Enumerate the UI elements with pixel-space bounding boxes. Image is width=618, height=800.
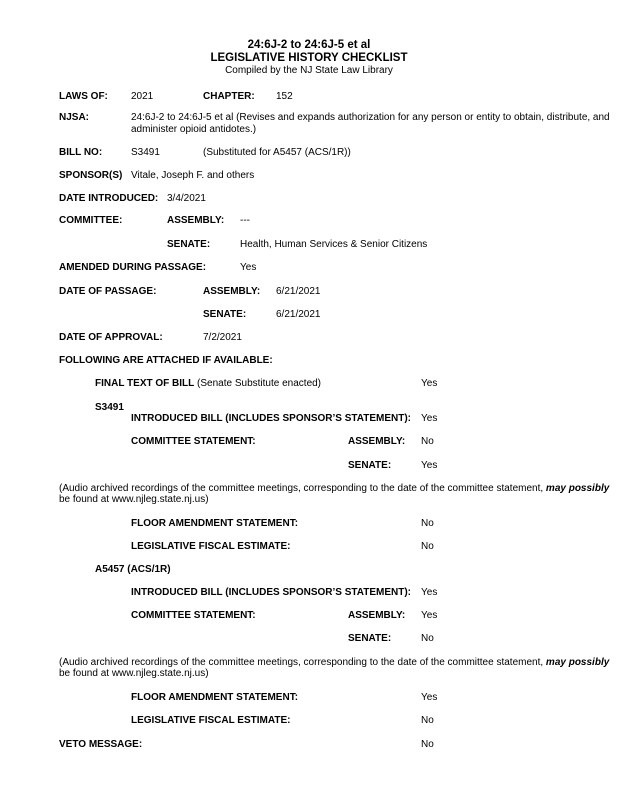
a5457-introduced-value: Yes — [421, 587, 438, 598]
a5457-senate-label: SENATE: — [348, 633, 392, 644]
amended-value: Yes — [240, 262, 257, 273]
audio-note-emphasis: may possibly — [545, 657, 610, 668]
njsa-description-line2: administer opioid antidotes.) — [131, 124, 257, 135]
bill-no-value: S3491 — [131, 147, 160, 158]
a5457-introduced-label: INTRODUCED BILL (INCLUDES SPONSOR’S STATEMENT): — [131, 587, 411, 598]
veto-value: No — [421, 739, 434, 750]
a5457-assembly-value: Yes — [421, 610, 438, 621]
committee-assembly-label: ASSEMBLY: — [167, 215, 225, 226]
a5457-floor-value: Yes — [421, 692, 438, 703]
attached-heading: FOLLOWING ARE ATTACHED IF AVAILABLE: — [59, 355, 273, 366]
sponsors-value: Vitale, Joseph F. and others — [131, 170, 255, 181]
s3491-floor-value: No — [421, 518, 434, 529]
a5457-fiscal-value: No — [421, 715, 434, 726]
amended-label: AMENDED DURING PASSAGE: — [59, 262, 207, 273]
s3491-label: S3491 — [95, 402, 124, 413]
s3491-assembly-value: No — [421, 436, 434, 447]
final-text-note: (Senate Substitute enacted) — [197, 378, 322, 389]
a5457-label: A5457 (ACS/1R) — [95, 564, 171, 575]
checklist-title: LEGISLATIVE HISTORY CHECKLIST — [210, 52, 408, 64]
date-of-passage-label: DATE OF PASSAGE: — [59, 286, 157, 297]
njsa-description-line1: 24:6J-2 to 24:6J-5 et al (Revises and expands authorization for any person or entity to obtain, distribute, and — [131, 112, 610, 123]
veto-label: VETO MESSAGE: — [59, 739, 143, 750]
date-introduced-value: 3/4/2021 — [167, 193, 206, 204]
s3491-assembly-label: ASSEMBLY: — [348, 436, 406, 447]
audio-note-text: (Audio archived recordings of the committee meetings, corresponding to the date of the committee statement, — [59, 483, 546, 494]
compiled-by: Compiled by the NJ State Law Library — [225, 65, 393, 76]
chapter-value: 152 — [276, 91, 293, 102]
audio-note-line2: be found at www.njleg.state.nj.us) — [59, 494, 209, 505]
date-of-approval-label: DATE OF APPROVAL: — [59, 332, 163, 343]
a5457-assembly-label: ASSEMBLY: — [348, 610, 406, 621]
njsa-label: NJSA: — [59, 112, 90, 123]
bill-no-label: BILL NO: — [59, 147, 103, 158]
chapter-label: CHAPTER: — [203, 91, 255, 102]
s3491-introduced-value: Yes — [421, 413, 438, 424]
passage-assembly-label: ASSEMBLY: — [203, 286, 261, 297]
a5457-floor-label: FLOOR AMENDMENT STATEMENT: — [131, 692, 299, 703]
a5457-senate-value: No — [421, 633, 434, 644]
s3491-fiscal-value: No — [421, 541, 434, 552]
committee-senate-label: SENATE: — [167, 239, 211, 250]
bill-no-substitution: (Substituted for A5457 (ACS/1R)) — [203, 147, 351, 158]
s3491-senate-label: SENATE: — [348, 460, 392, 471]
final-text-value: Yes — [421, 378, 438, 389]
sponsors-label: SPONSOR(S) — [59, 170, 123, 181]
a5457-committee-label: COMMITTEE STATEMENT: — [131, 610, 256, 621]
laws-of-label: LAWS OF: — [59, 91, 108, 102]
s3491-fiscal-label: LEGISLATIVE FISCAL ESTIMATE: — [131, 541, 291, 552]
audio-note-text: (Audio archived recordings of the committee meetings, corresponding to the date of the committee statement, — [59, 657, 546, 668]
committee-label: COMMITTEE: — [59, 215, 123, 226]
date-introduced-label: DATE INTRODUCED: — [59, 193, 159, 204]
laws-of-value: 2021 — [131, 91, 154, 102]
date-of-approval-value: 7/2/2021 — [203, 332, 242, 343]
passage-assembly-value: 6/21/2021 — [276, 286, 321, 297]
s3491-floor-label: FLOOR AMENDMENT STATEMENT: — [131, 518, 299, 529]
a5457-fiscal-label: LEGISLATIVE FISCAL ESTIMATE: — [131, 715, 291, 726]
audio-note-line2: be found at www.njleg.state.nj.us) — [59, 668, 209, 679]
s3491-introduced-label: INTRODUCED BILL (INCLUDES SPONSOR’S STATEMENT): — [131, 413, 411, 424]
audio-note-emphasis: may possibly — [545, 483, 610, 494]
s3491-committee-label: COMMITTEE STATEMENT: — [131, 436, 256, 447]
final-text-label: FINAL TEXT OF BILL — [95, 378, 195, 389]
final-text-row — [95, 378, 321, 390]
committee-senate-value: Health, Human Services & Senior Citizens — [240, 239, 428, 250]
committee-assembly-value: --- — [240, 215, 250, 226]
passage-senate-label: SENATE: — [203, 309, 247, 320]
document-title: 24:6J-2 to 24:6J-5 et al — [247, 39, 371, 51]
passage-senate-value: 6/21/2021 — [276, 309, 321, 320]
s3491-senate-value: Yes — [421, 460, 438, 471]
